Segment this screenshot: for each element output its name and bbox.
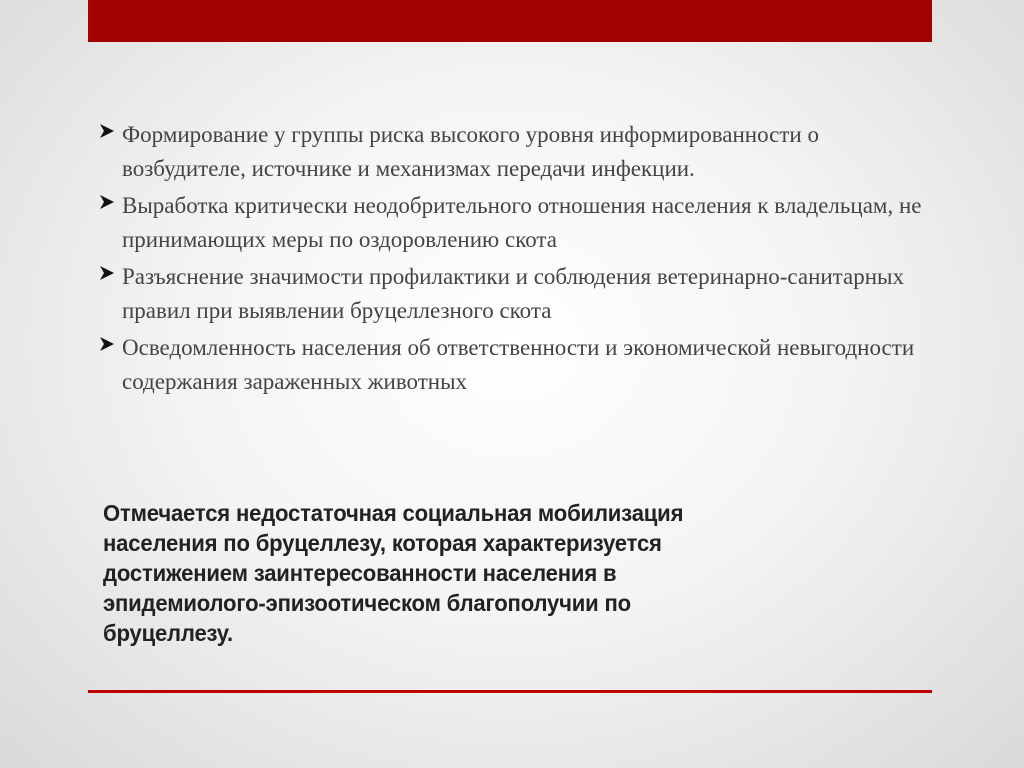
arrow-bullet-icon	[98, 193, 116, 211]
bullet-item	[98, 331, 928, 399]
arrow-bullet-icon	[98, 264, 116, 282]
summary-text: Отмечается недостаточная социальная мобилизация населения по бруцеллезу, которая характеризуется достижением заинтересованности населения в эпидемиолого-эпизоотическом благополучии по бруцеллезу.	[103, 500, 684, 646]
bullet-text: Осведомленность населения об ответственности и экономической невыгодности содержания зараженных животных	[122, 335, 915, 394]
bullet-item	[98, 189, 928, 257]
bullet-item	[98, 118, 928, 186]
bullet-item	[98, 260, 928, 328]
arrow-bullet-icon	[98, 335, 116, 353]
bottom-divider	[88, 690, 932, 693]
bullet-text: Формирование у группы риска высокого уровня информированности о возбудителе, источнике и механизмах передачи инфекции.	[122, 122, 819, 181]
bullet-text: Разъяснение значимости профилактики и соблюдения ветеринарно-санитарных правил при выявлении бруцеллезного скота	[122, 264, 904, 323]
top-accent-bar	[88, 0, 932, 42]
arrow-bullet-icon	[98, 122, 116, 140]
bullet-text: Выработка критически неодобрительного отношения населения к владельцам, не принимающих меры по оздоровлению скота	[122, 193, 922, 252]
bullet-list	[98, 118, 928, 402]
